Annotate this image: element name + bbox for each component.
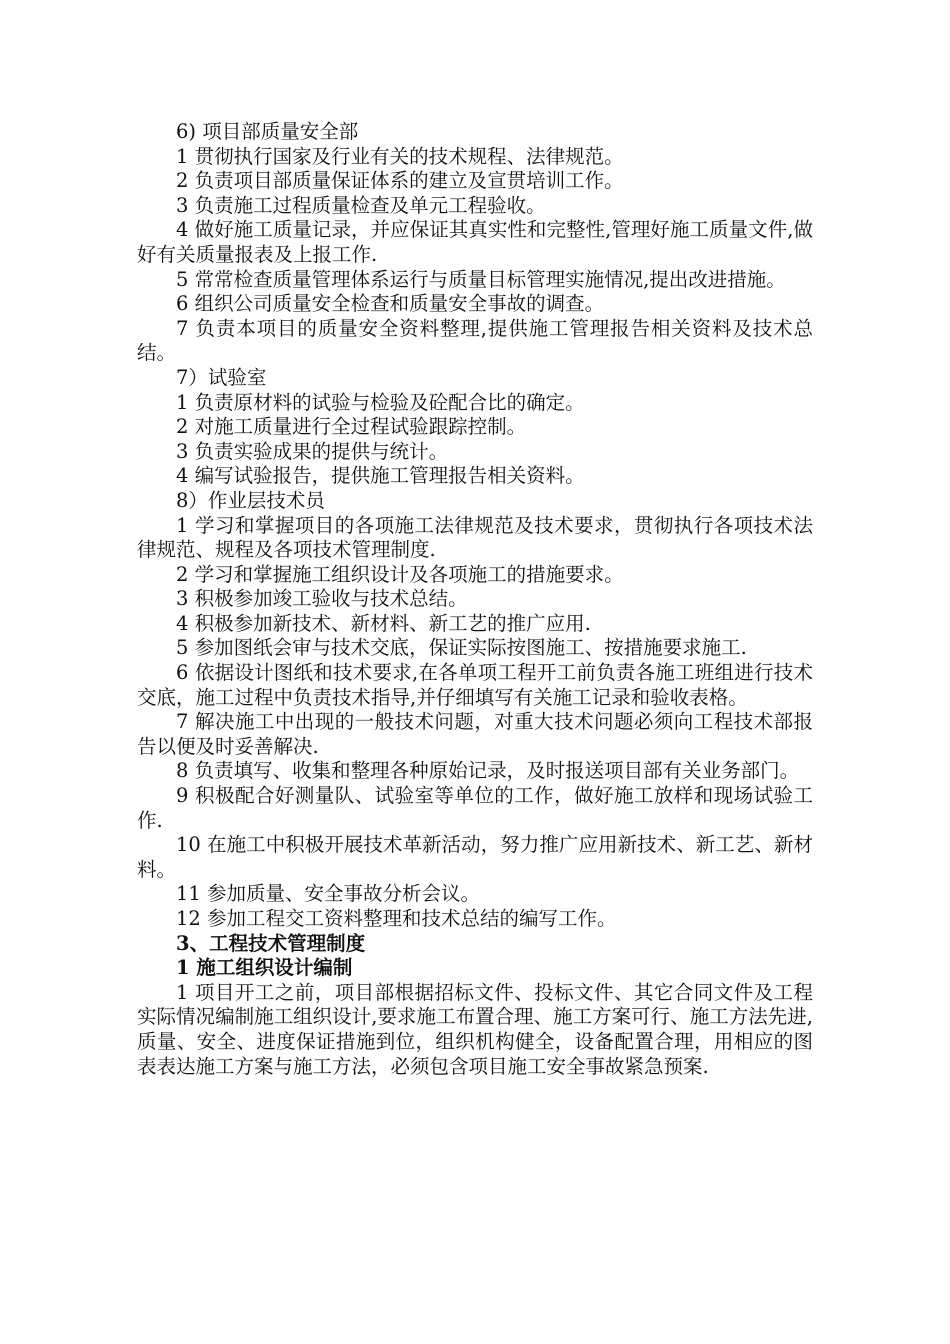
lab-item-4: 4 编写试验报告，提供施工管理报告相关资料。 <box>176 464 585 488</box>
tech-item-8: 8 负责填写、收集和整理各种原始记录，及时报送项目部有关业务部门。 <box>176 759 800 783</box>
construction-design-item-1: 1 项目开工之前，项目部根据招标文件、投标文件、其它合同文件及工程实际情况编制施工组织设计,要求施工布置合理、施工方案可行、施工方法先进,质量、安全、进度保证措施到位，组织机构健全，设备配置合理，用相应的图表表达施工方案与施工方法，必须包含项目施工安全事故紧急预案. <box>137 980 813 1078</box>
tech-item-5: 5 参加图纸会审与技术交底，保证实际按图施工、按措施要求施工. <box>176 636 747 660</box>
tech-item-6: 6 依据设计图纸和技术要求,在各单项工程开工前负责各施工班组进行技术交底，施工过程中负责技术指导,并仔细填写有关施工记录和验收表格。 <box>137 661 813 709</box>
document-page <box>137 120 813 1079</box>
qs-item-7: 7 负责本项目的质量安全资料整理,提供施工管理报告相关资料及技术总结。 <box>137 316 813 365</box>
heading-quality-safety-dept: 6) 项目部质量安全部 <box>176 120 359 143</box>
tech-item-9: 9 积极配合好测量队、试验室等单位的工作，做好施工放样和现场试验工作. <box>137 784 813 832</box>
tech-item-1: 1 学习和掌握项目的各项施工法律规范及技术要求，贯彻执行各项技术法律规范、规程及各项技术管理制度. <box>137 513 813 562</box>
lab-item-3: 3 负责实验成果的提供与统计。 <box>176 439 449 463</box>
qs-item-4: 4 做好施工质量记录，并应保证其真实性和完整性,管理好施工质量文件,做好有关质量报表及上报工作. <box>137 218 813 266</box>
qs-item-1: 1 贯彻执行国家及行业有关的技术规程、法律规范。 <box>176 144 624 168</box>
tech-item-11: 11 参加质量、安全事故分析会议。 <box>176 882 481 906</box>
tech-item-2: 2 学习和掌握施工组织设计及各项施工的措施要求。 <box>176 562 624 586</box>
heading-laboratory: 7）试验室 <box>176 365 267 389</box>
qs-item-2: 2 负责项目部质量保证体系的建立及宣贯培训工作。 <box>176 169 624 193</box>
heading-technician: 8）作业层技术员 <box>176 488 325 512</box>
qs-item-6: 6 组织公司质量安全检查和质量安全事故的调查。 <box>176 292 605 316</box>
tech-item-4: 4 积极参加新技术、新材料、新工艺的推广应用. <box>176 611 591 635</box>
section-heading-tech-management: 3、工程技术管理制度 <box>176 931 366 955</box>
tech-item-12: 12 参加工程交工资料整理和技术总结的编写工作。 <box>176 907 617 930</box>
tech-item-7: 7 解决施工中出现的一般技术问题，对重大技术问题必须向工程技术部报告以便及时妥善解决. <box>137 710 813 758</box>
tech-item-3: 3 积极参加竣工验收与技术总结。 <box>176 587 468 611</box>
lab-item-2: 2 对施工质量进行全过程试验跟踪控制。 <box>176 415 527 439</box>
subheading-construction-design: 1 施工组织设计编制 <box>176 956 353 980</box>
lab-item-1: 1 负责原材料的试验与检验及砼配合比的确定。 <box>176 390 585 414</box>
qs-item-3: 3 负责施工过程质量检查及单元工程验收。 <box>176 193 546 217</box>
tech-item-10: 10 在施工中积极开展技术革新活动，努力推广应用新技术、新工艺、新材料。 <box>137 833 813 881</box>
qs-item-5: 5 常常检查质量管理体系运行与质量目标管理实施情况,提出改进措施。 <box>176 267 786 291</box>
